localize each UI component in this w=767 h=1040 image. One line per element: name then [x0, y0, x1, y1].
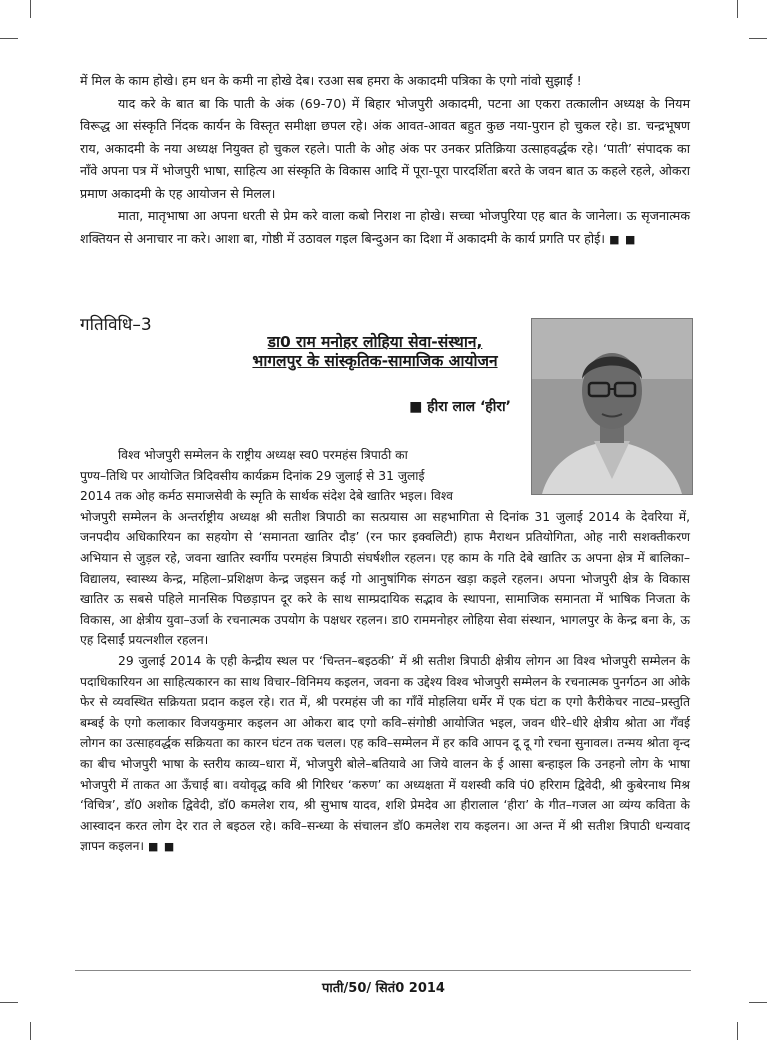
crop-mark — [737, 1022, 738, 1040]
article-title-line: डा0 राम मनोहर लोहिया सेवा-संस्थान, — [267, 333, 483, 351]
crop-mark — [0, 1002, 18, 1003]
intro-block — [80, 70, 690, 251]
article-body — [80, 445, 690, 858]
article-title-line: भागलपुर के सांस्कृतिक-सामाजिक आयोजन — [252, 352, 498, 370]
crop-mark — [737, 0, 738, 18]
article-paragraph — [80, 651, 690, 858]
crop-mark — [749, 38, 767, 39]
crop-mark — [30, 0, 31, 18]
author-byline: ■ हीरा लाल ‘हीरा’ — [409, 399, 511, 415]
section-label: गतिविधि–3 — [80, 315, 152, 335]
crop-mark — [0, 38, 18, 39]
article-line: विश्व भोजपुरी सम्मेलन के राष्ट्रीय अध्यक्ष स्व0 परमहंस त्रिपाठी का — [118, 448, 408, 462]
article-paragraph: भोजपुरी सम्मेलन के अन्तर्राष्ट्रीय अध्यक्ष श्री सतीश त्रिपाठी का सत्प्रयास आ सहभागिता से दिनांक 31 जुलाई 2014 के देवरिया में, जनपदीय अधिकारियन का सहयोग से ‘समानता खातिर दौड़’ (रन फार इक्वलिटी) हाफ मैराथन प्रतियोगिता, ओह नारी सशक्तीकरण अभियान से जुड़ल रहे, जवना खातिर स्वर्गीय परमहंस त्रिपाठी संघर्षशील रहलन। एह काम के गति देबे खातिर ऊ अपना क्षेत्र में बालिका–विद्यालय, स्वास्थ्य केन्द्र, महिला–प्रशिक्षण केन्द्र जइसन कई गो आनुषांगिक संगठन खड़ा कइले रहलन। अपना भोजपुरी क्षेत्र के विकास खातिर ऊ सबसे पहिले मानसिक पिछड़ापन दूर करे के साथ साम्प्रदायिक सद्भाव के स्थापना, सामाजिक समानता में भाषिक निजता के विकास, आ क्षेत्रीय युवा–उर्जा के रचनात्मक उपयोग के पक्षधर रहलन। डा0 राममनोहर लोहिया सेवा संस्थान, भागलपुर के केन्द्र बना के, ऊ एह दिसाईं प्रयत्नशील रहलन। — [80, 509, 690, 648]
article-line: 2014 तक ओह कर्मठ समाजसेवी के स्मृति के सार्थक संदेश देबे खातिर भइल। विश्व — [80, 489, 453, 504]
page-footer: पाती/50/ सितं0 2014 — [322, 981, 445, 996]
intro-paragraph: में मिल के काम होखे। हम धन के कमी ना होखे देब। रउआ सब हमरा के अकादमी पत्रिका के एगो नांवो सुझाईं ! — [80, 73, 582, 88]
intro-paragraph — [80, 205, 690, 251]
crop-mark — [749, 1002, 767, 1003]
intro-paragraph-text: माता, मातृभाषा आ अपना धरती से प्रेम करे वाला कबो निराश ना होखे। सच्चा भोजपुरिया एह बात के जानेला। ऊ सृजनात्मक शक्तियन से अनाचार ना करे। आशा बा, गोष्ठी में उठावल गइल बिन्दुअन का दिशा में अकादमी के कार्य प्रगति पर होई। — [80, 208, 690, 246]
footer-rule — [75, 970, 691, 971]
crop-mark — [30, 1022, 31, 1040]
end-mark: ■ ■ — [609, 232, 637, 246]
article-title — [230, 333, 520, 371]
article-line: पुण्य–तिथि पर आयोजित त्रिदिवसीय कार्यक्रम दिनांक 29 जुलाई से 31 जुलाई — [80, 468, 425, 483]
end-mark: ■ ■ — [148, 840, 176, 854]
intro-paragraph: याद करे के बात बा कि पाती के अंक (69-70) में बिहार भोजपुरी अकादमी, पटना आ एकरा तत्कालीन अध्यक्ष के नियम विरूद्ध आ संस्कृति निंदक कार्यन के विस्तृत समीक्षा छपल रहे। अंक आवत-आवत बहुत कुछ नया-पुरान हो चुकल रहे। डा. चन्द्रभूषण राय, अकादमी के नया अध्यक्ष नियुक्त हो चुकल रहले। पाती के ओह अंक पर उनकर प्रतिक्रिया उत्साहवर्द्धक रहे। ‘पाती’ संपादक का नाँवे अपना पत्र में भोजपुरी भाषा, साहित्य आ संस्कृति के विकास आदि में पूरा-पूरा पारदर्शिता बरते के जवन बात ऊ कहले रहले, ओकरा प्रमाण अकादमी के एह आयोजन से मिलल। — [80, 95, 690, 201]
article-paragraph-text: 29 जुलाई 2014 के एही केन्द्रीय स्थल पर ‘चिन्तन–बइठकी’ में श्री सतीश त्रिपाठी क्षेत्रीय लोगन आ विश्व भोजपुरी सम्मेलन के पदाधिकारियन आ साहित्यकारन का साथ विचार–विनिमय कइलन, जवना क उद्देश्य विश्व भोजपुरी सम्मेलन के रचनात्मक पुनर्गठन आ ओके फेर से व्यवस्थित सक्रियता प्रदान कइल रहे। रात में, श्री परमहंस जी का गाँवें मोहलिया धर्मेर में एक घंटा क एगो कैरीकेचर नाट्य–प्रस्तुति बम्बई के एगो कलाकार विजयकुमार कइलन आ ओकरा बाद एगो कवि–संगोष्ठी आयोजित भइल, जवन धीरे–धीरे क्षेत्रीय श्रोता आ गँवई लोगन का उत्साहवर्द्धक सक्रियता का कारन घंटन तक चलल। एह कवि–सम्मेलन में हर कवि आपन दू दू गो रचना सुनावल। तन्मय श्रोता वृन्द का बीच भोजपुरी भाषा के स्तरीय काव्य–धारा में, भोजपुरी बोले–बतियावे आ जिये वालन के ई आसा बन्हाइल कि उनहनो लोग के भाषा भोजपुरी में ताकत आ ऊँचाई बा। वयोवृद्ध कवि श्री गिरिधर ‘करुण’ का अध्यक्षता में यशस्वी कवि पं0 हरिराम द्विवेदी, श्री कुबेरनाथ मिश्र ‘विचित्र’, डॉ0 अशोक द्विवेदी, डॉ0 कमलेश राय, श्री सुभाष यादव, शशि प्रेमदेव आ हीरालाल ‘हीरा’ के गीत–गजल आ व्यंग्य कविता के आस्वादन करत लोग देर रात ले बइठल रहे। कवि–सन्ध्या के संचालन डॉ0 कमलेश राय कइलन। आ अन्त में श्री सतीश त्रिपाठी धन्यवाद ज्ञापन कइलन। — [80, 653, 690, 854]
